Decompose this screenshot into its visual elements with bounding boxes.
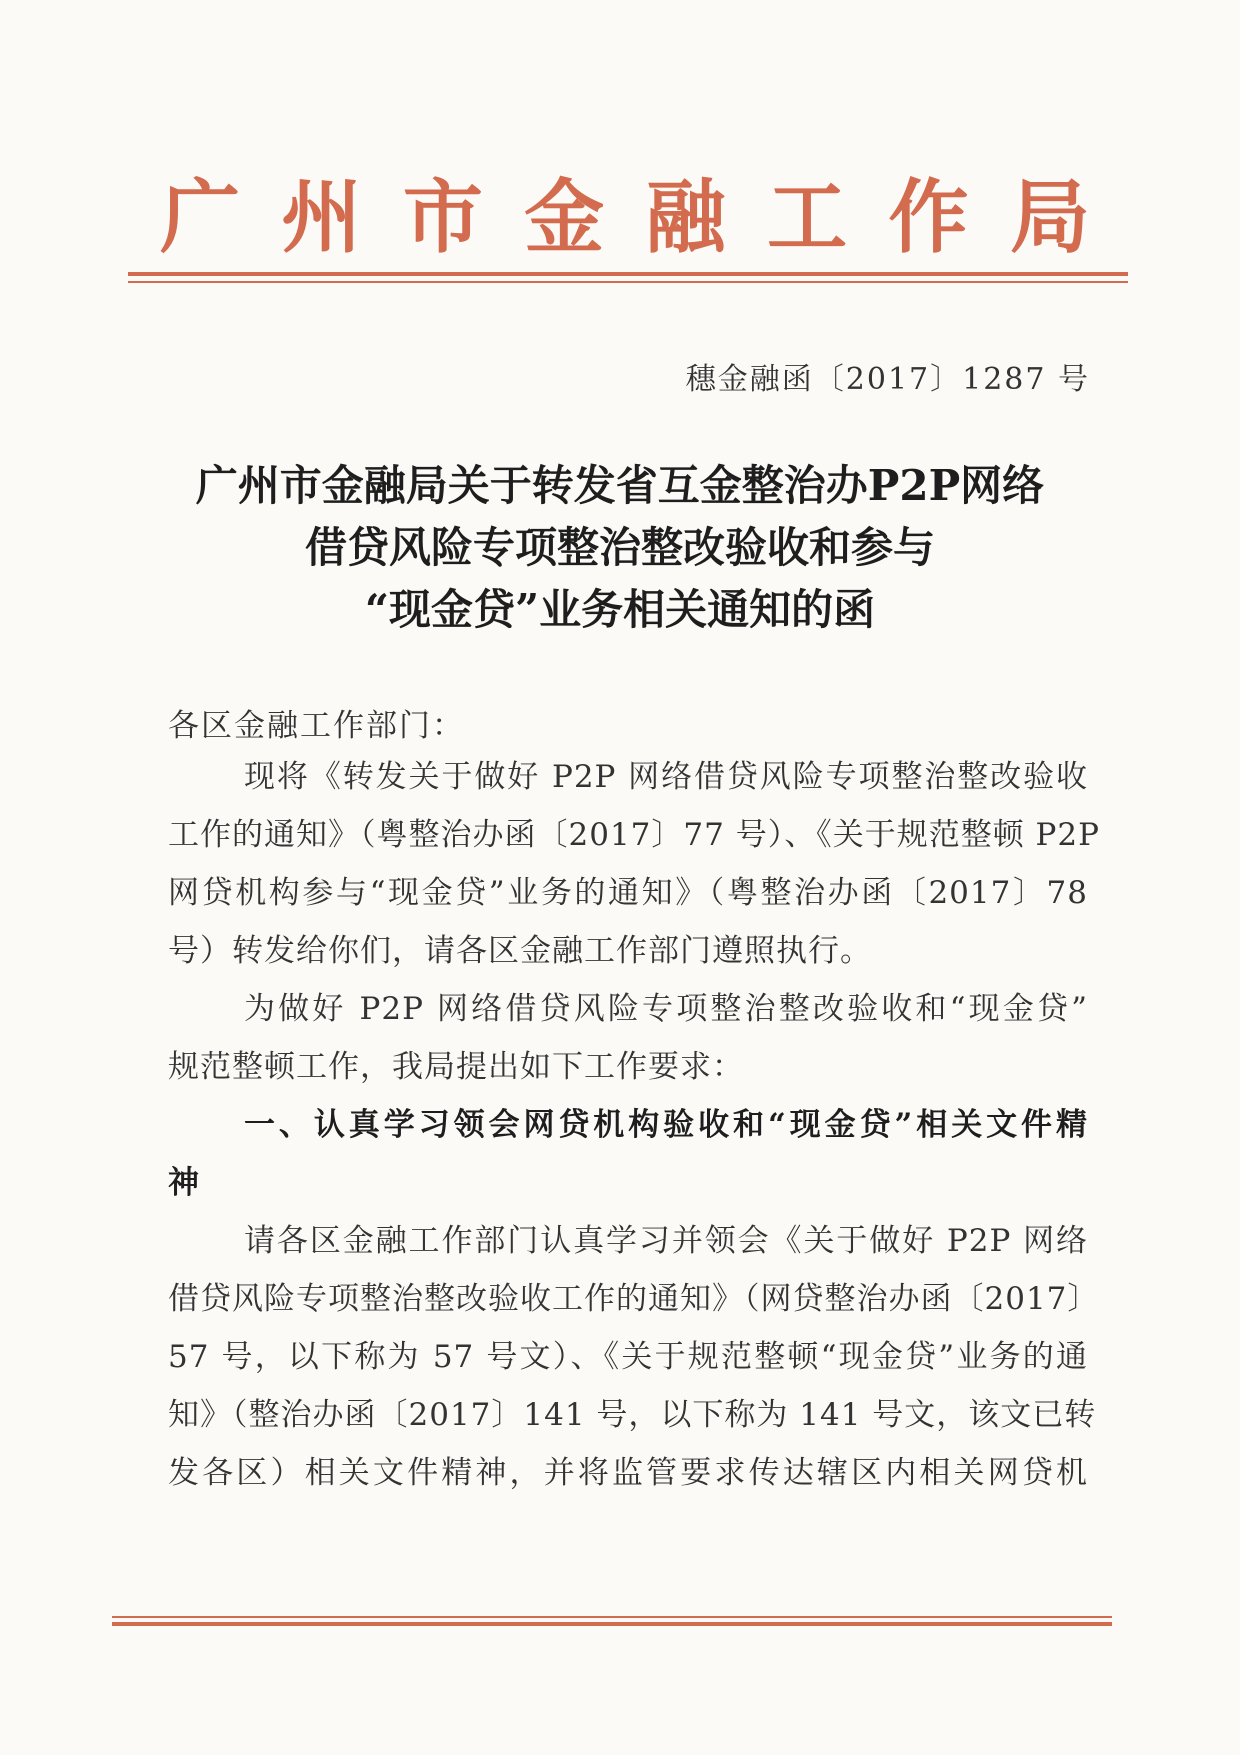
- paragraph-line: 57 号，以下称为 57 号文）、《关于规范整顿“现金贷”业务的通: [168, 1339, 1088, 1375]
- header-char: 金: [524, 170, 605, 264]
- document-number: 穗金融函〔2017〕1287 号: [685, 362, 1090, 397]
- header-char: 融: [645, 170, 726, 264]
- section-heading-1: [168, 1096, 1088, 1212]
- footer-divider-thin: [112, 1616, 1112, 1618]
- heading-line: 神: [168, 1165, 200, 1201]
- paragraph-line: 规范整顿工作，我局提出如下工作要求：: [168, 1049, 744, 1085]
- header-char: 广: [160, 170, 240, 264]
- header-char: 作: [888, 170, 969, 264]
- issuing-organization-header: [160, 172, 1090, 262]
- paragraph-line: 号）转发给你们，请各区金融工作部门遵照执行。: [168, 933, 872, 969]
- header-char: 州: [281, 170, 362, 264]
- paragraph-study-documents: [168, 1212, 1100, 1502]
- header-char: 工: [767, 170, 848, 264]
- paragraph-line: 请各区金融工作部门认真学习并领会《关于做好 P2P 网络: [244, 1223, 1088, 1259]
- document-title: [150, 455, 1090, 641]
- footer-divider-thick: [112, 1622, 1112, 1626]
- header-char: 市: [402, 170, 483, 264]
- header-divider-thin: [128, 281, 1128, 283]
- title-line: 广州市金融局关于转发省互金整治办P2P网络: [195, 461, 1045, 510]
- header-char: 局: [1009, 170, 1090, 264]
- paragraph-line: 工作的通知》（粤整治办函〔2017〕77 号）、《关于规范整顿 P2P: [168, 817, 1100, 853]
- title-line: 借贷风险专项整治整改验收和参与: [304, 523, 935, 572]
- paragraph-line: 现将《转发关于做好 P2P 网络借贷风险专项整治整改验收: [244, 759, 1088, 795]
- heading-line: 一、认真学习领会网贷机构验收和“现金贷”相关文件精: [244, 1107, 1088, 1143]
- paragraph-line: 为做好 P2P 网络借贷风险专项整治整改验收和“现金贷”: [244, 991, 1088, 1027]
- paragraph-line: 借贷风险专项整治整改验收工作的通知》（网贷整治办函〔2017〕: [168, 1281, 1100, 1317]
- paragraph-line: 网贷机构参与“现金贷”业务的通知》（粤整治办函〔2017〕78: [168, 875, 1088, 911]
- paragraph-line: 知》（整治办函〔2017〕141 号，以下称为 141 号文，该文已转: [168, 1397, 1097, 1433]
- header-divider-thick: [128, 272, 1128, 276]
- paragraph-line: 发各区）相关文件精神，并将监管要求传达辖区内相关网贷机: [168, 1455, 1088, 1491]
- paragraph-forwarding: [168, 748, 1100, 980]
- salutation: 各区金融工作部门：: [168, 708, 465, 744]
- paragraph-requirements-intro: [168, 980, 1088, 1096]
- title-line: “现金贷”业务相关通知的函: [364, 585, 876, 634]
